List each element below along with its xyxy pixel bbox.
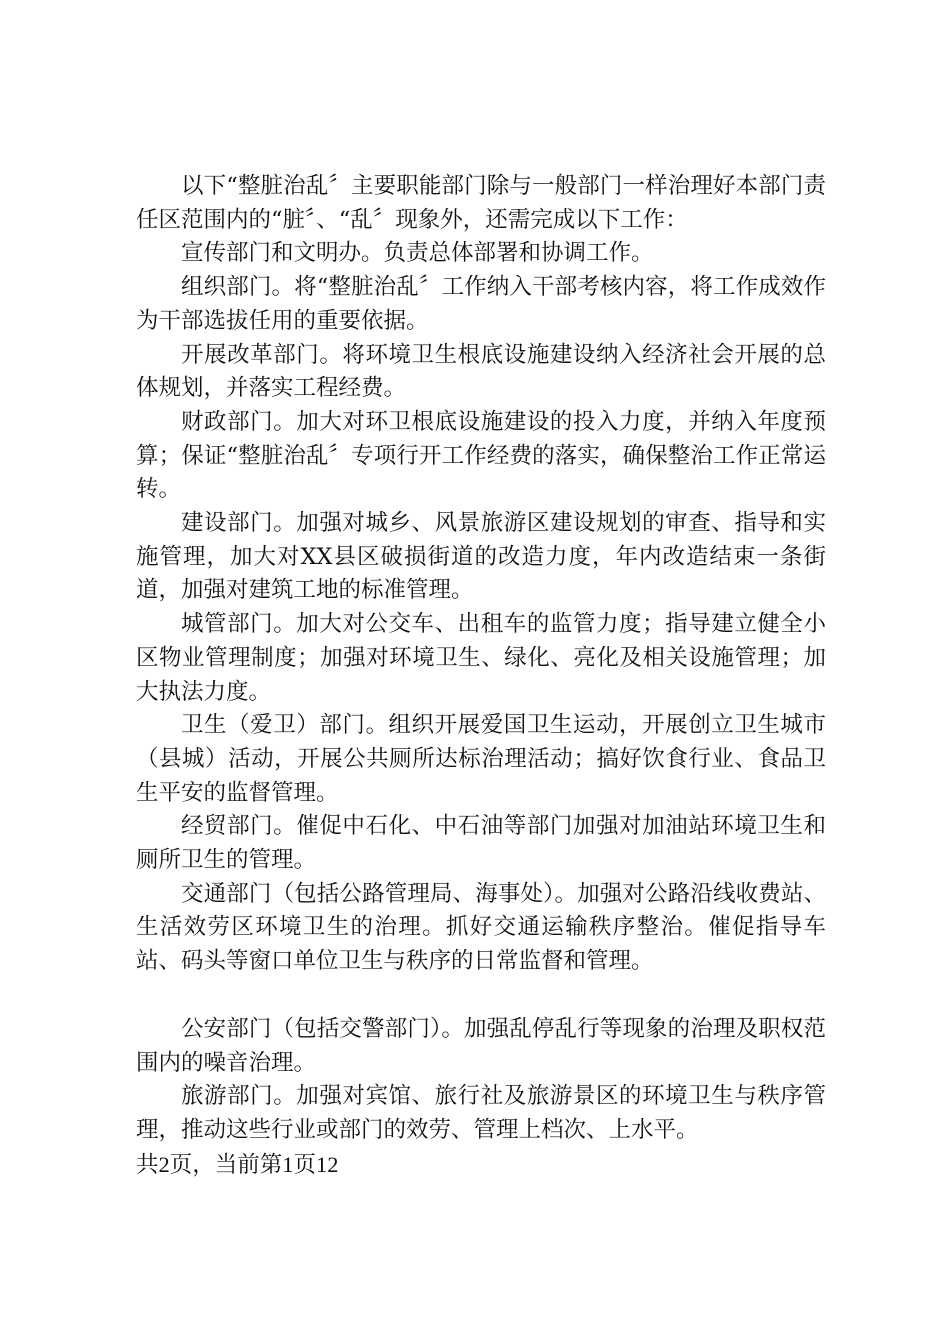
paragraph-organization-dept: 组织部门。将“整脏治乱〞工作纳入干部考核内容，将工作成效作为干部选拔任用的重要依据。 (136, 274, 826, 334)
page-footer: 共2页，当前第1页12 (136, 1151, 339, 1177)
paragraph-intro: 以下“整脏治乱〞主要职能部门除与一般部门一样治理好本部门责任区范围内的“脏〞、“乱〞现象外，还需完成以下工作： (136, 173, 826, 233)
paragraph-tourism-dept: 旅游部门。加强对宾馆、旅行社及旅游景区的环境卫生与秩序管理，推动这些行业或部门的效劳、管理上档次、上水平。 (136, 1083, 826, 1143)
paragraph-development-reform-dept: 开展改革部门。将环境卫生根底设施建设纳入经济社会开展的总体规划，并落实工程经费。 (136, 341, 826, 402)
paragraph-urban-management-dept: 城管部门。加大对公交车、出租车的监管力度；指导建立健全小区物业管理制度；加强对环境卫生、绿化、亮化及相关设施管理；加大执法力度。 (136, 611, 826, 705)
paragraph-economic-trade-dept: 经贸部门。催促中石化、中石油等部门加强对加油站环境卫生和厕所卫生的管理。 (136, 813, 826, 874)
paragraph-finance-dept: 财政部门。加大对环卫根底设施建设的投入力度，并纳入年度预算；保证“整脏治乱〞专项行开工作经费的落实，确保整治工作正常运转。 (136, 408, 826, 503)
paragraph-publicity-dept: 宣传部门和文明办。负责总体部署和协调工作。 (181, 240, 654, 267)
paragraph-transport-dept: 交通部门（包括公路管理局、海事处）。加强对公路沿线收费站、生活效劳区环境卫生的治理。抓好交通运输秩序整治。催促指导车站、码头等窗口单位卫生与秩序的日常监督和管理。 (136, 880, 826, 975)
paragraph-health-dept: 卫生（爱卫）部门。组织开展爱国卫生运动，开展创立卫生城市（县城）活动，开展公共厕所达标治理活动；搞好饮食行业、食品卫生平安的监督管理。 (136, 712, 826, 806)
paragraph-public-security-dept: 公安部门（包括交警部门）。加强乱停乱行等现象的治理及职权范围内的噪音治理。 (136, 1015, 826, 1076)
document-body (136, 170, 826, 1181)
paragraph-construction-dept: 建设部门。加强对城乡、风景旅游区建设规划的审查、指导和实施管理，加大对XX县区破损街道的改造力度，年内改造结束一条街道，加强对建筑工地的标准管理。 (136, 510, 826, 604)
